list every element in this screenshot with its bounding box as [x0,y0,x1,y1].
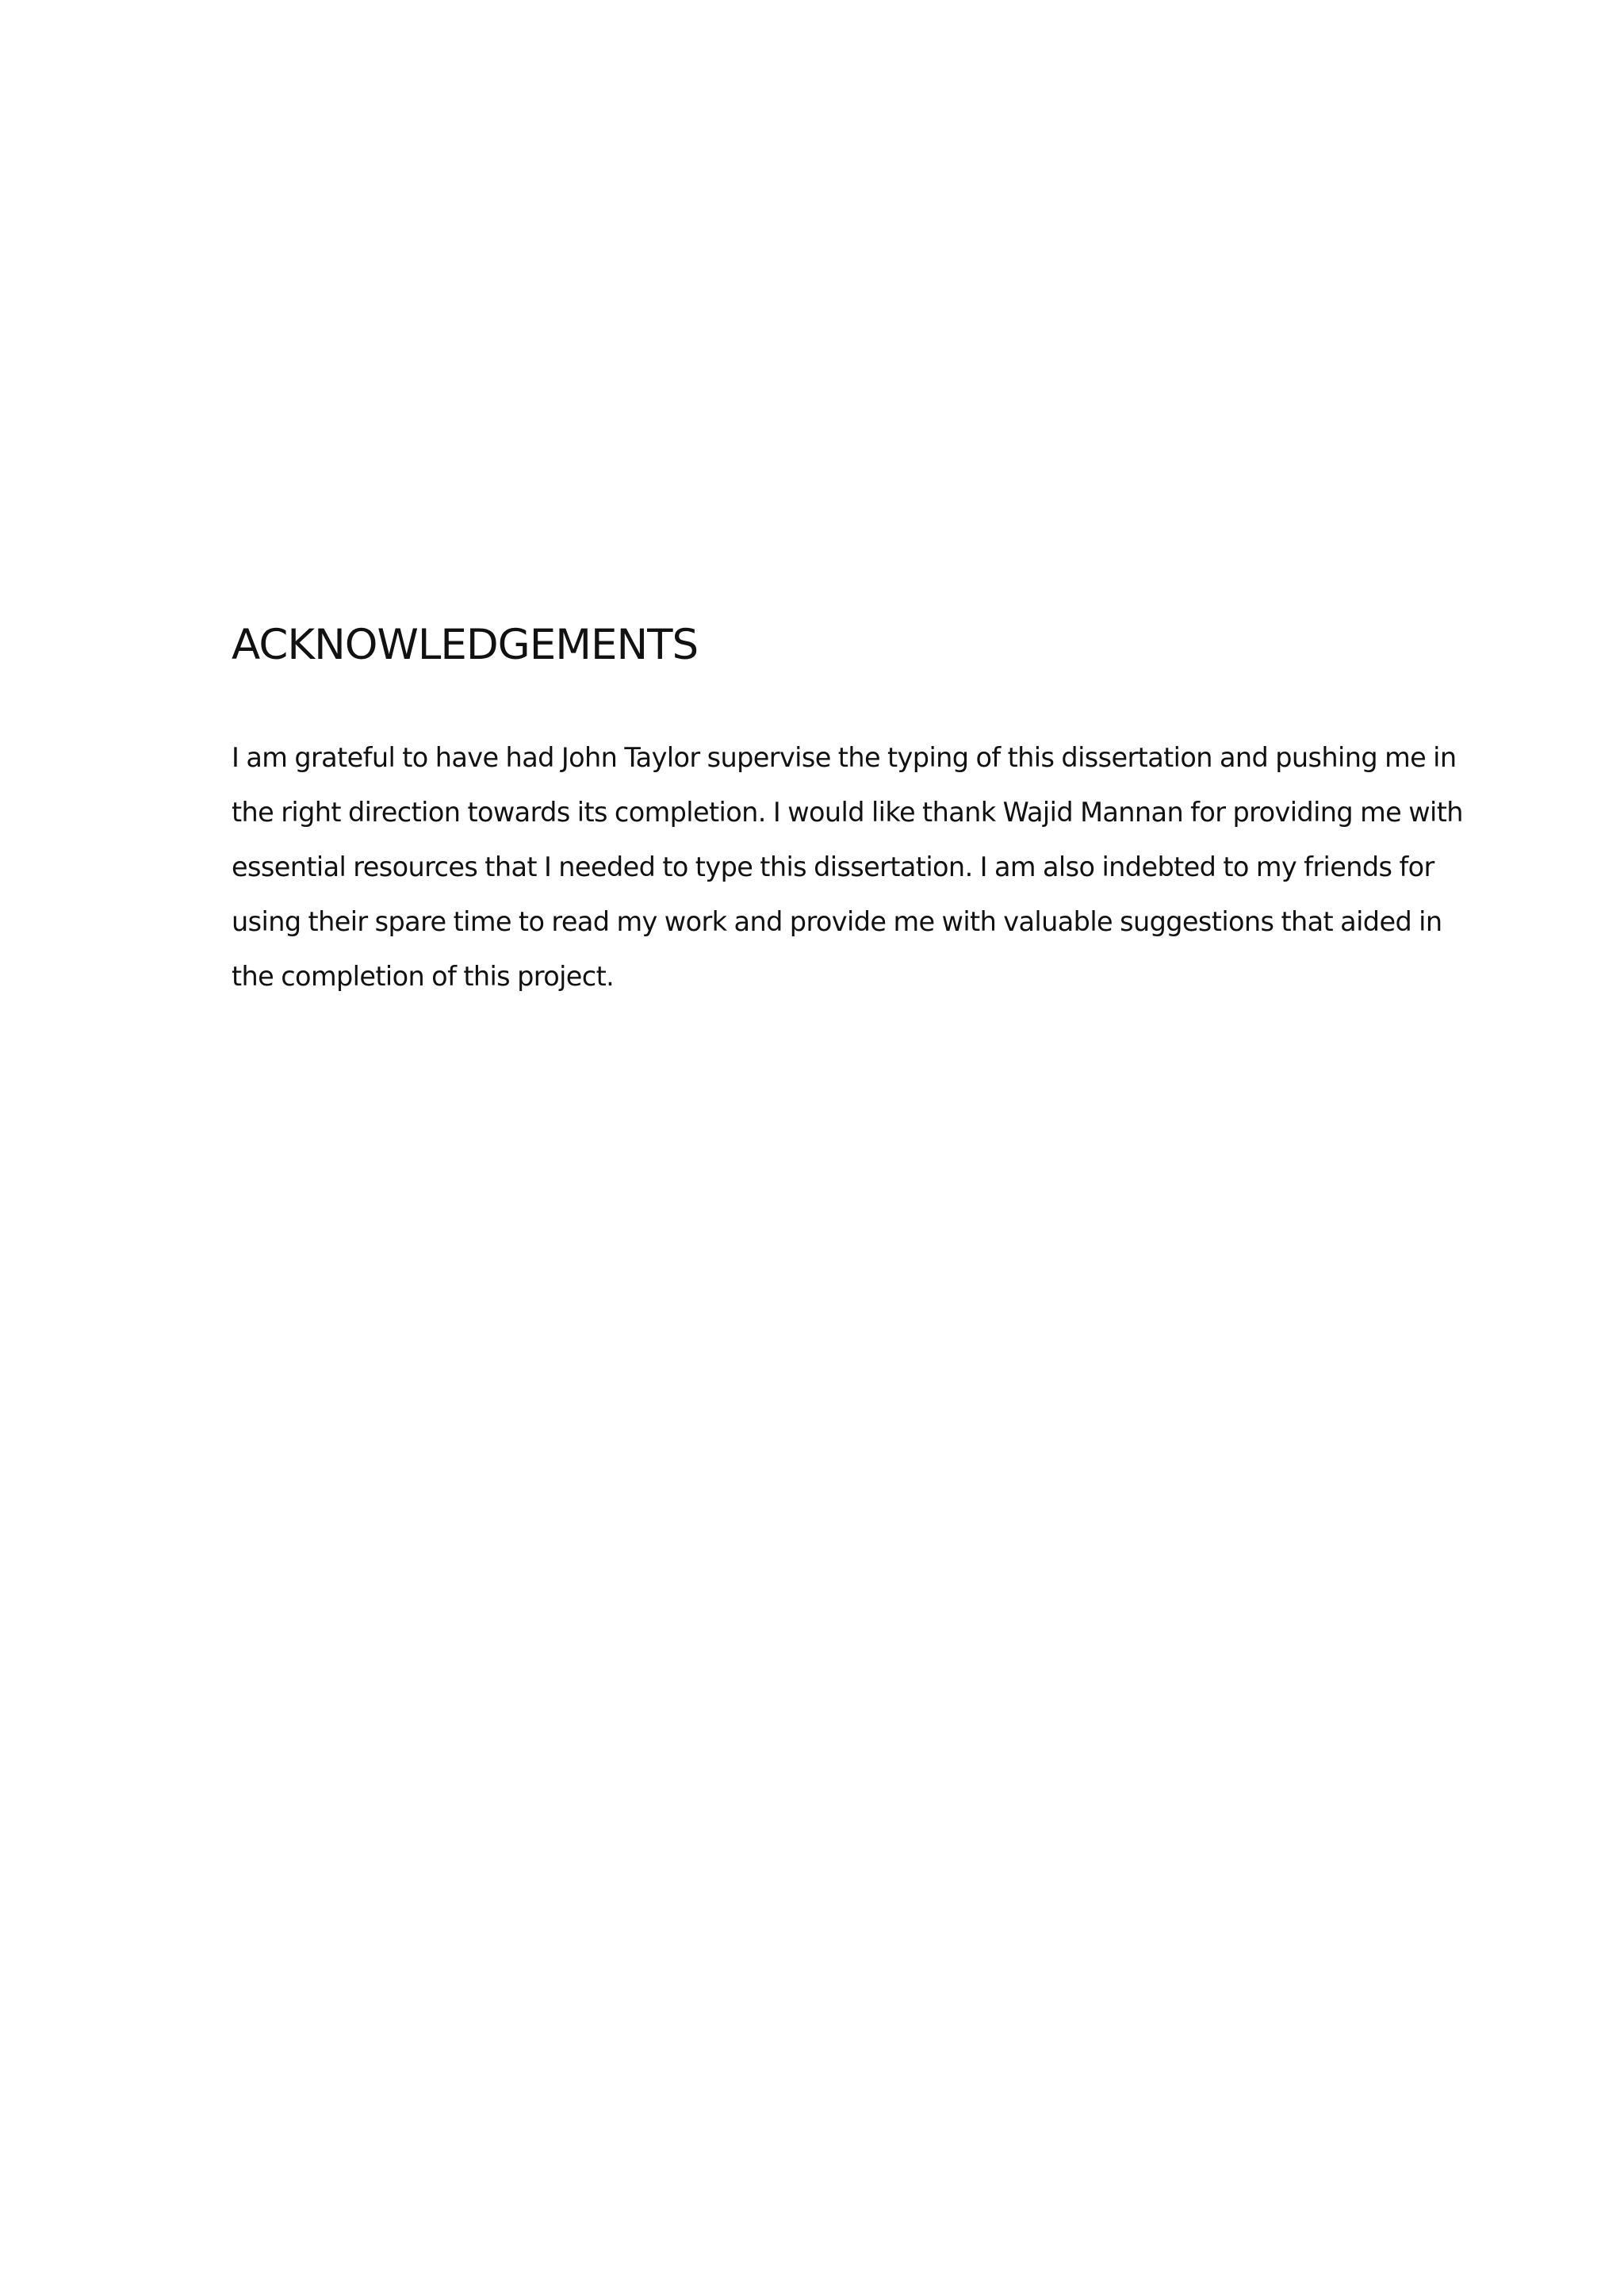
paragraph-line: using their spare time to read my work and provide me with valuable suggestions that aided in [232,906,1442,937]
paragraph-line: the completion of this project. [232,961,615,992]
paragraph-line: I am grateful to have had John Taylor supervise the typing of this dissertation and pushing me in [232,742,1457,773]
acknowledgements-section [232,618,1463,1004]
acknowledgements-paragraph [232,730,1463,1004]
paragraph-line: essential resources that I needed to type this dissertation. I am also indebted to my friends for [232,851,1434,882]
paragraph-line: the right direction towards its completion. I would like thank Wajid Mannan for providing me with [232,797,1463,828]
section-heading: ACKNOWLEDGEMENTS [232,621,699,669]
